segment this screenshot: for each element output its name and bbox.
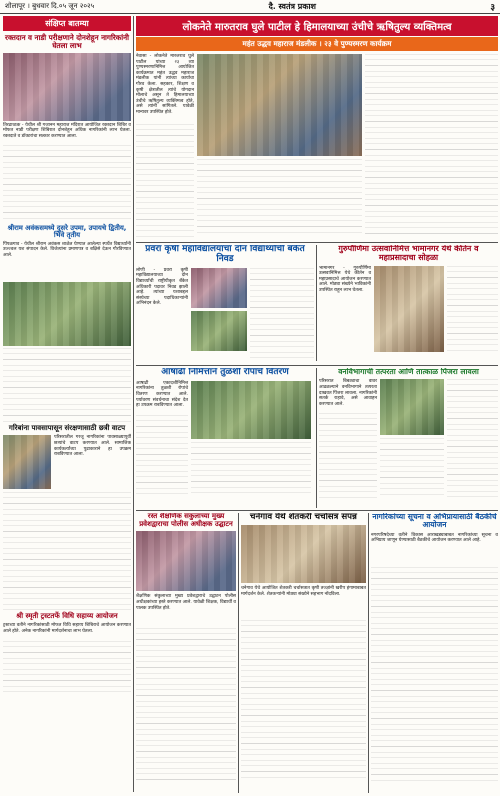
story-h-body — [371, 533, 498, 781]
story-f — [136, 513, 236, 793]
lead-body-col3 — [365, 54, 498, 238]
story-d-text: आषाढी एकादशीनिमित्त नागरिकांना तुळशी रोपांचे वितरण करण्यात आले. पर्यावरण संवर्धनाचा संदेश देत हा उपक्रम राबविण्यात आला. — [136, 380, 188, 409]
story1-text: तिरढाव्ठक - येथील श्री गजानन महाराज मंदिरात आयोजित रक्तदान शिबिर व मोफत नाडी परीक्षण शिबिरात दोनशेहून अधिक नागरिकांनी लाभ घेतला. रक्तदाते व डॉक्टरांचा सत्कार करण्यात आला. — [3, 122, 131, 140]
story2-headline: श्रीराम अवंकसमध्ये दुसरे उपमा, उपायचे द्वितीय, भिवे तृतीय — [7, 223, 127, 240]
story-b-more — [250, 268, 314, 360]
story-d-photo — [191, 381, 311, 439]
story2-body — [3, 242, 131, 280]
story-e-headline: वनविभागाची तत्परता आणि तात्काळ पिंजरा लावला — [338, 368, 479, 376]
story-e — [319, 368, 498, 508]
story3-headline: गरिबांना पावसापासून संरक्षणासाठी छत्री वाटप — [8, 423, 126, 432]
story-f-photo — [136, 531, 236, 591]
story-e-photo — [380, 379, 444, 435]
story2-text: पिंपळगाव - येथील श्रीराम अवंकस शाळेत घेण्यात आलेल्या स्पर्धेत विद्यार्थ्यांनी उज्ज्वल यश संपादन केले. विजेत्यांना प्रमाणपत्र व बक्षिसे देऊन गौरविण्यात आले. — [3, 241, 131, 258]
story2-photo — [3, 282, 131, 346]
story-b — [136, 245, 314, 363]
story1-photo — [3, 53, 131, 121]
story3-more — [3, 492, 131, 610]
story-b-body — [136, 268, 188, 360]
story-d-headline: आषाढी निमित्ताने तुळशी रोपांचे वितरण — [161, 368, 289, 377]
story-g-body — [241, 586, 366, 780]
date-line: शोलापूर । बुधवार दि.०५ जून २०२५ — [5, 2, 95, 10]
story-e-text: परिसरात बिबट्याचा वावर आढळल्याने वनविभागाने तत्परता दाखवत पिंजरा लावला. नागरिकांनी सतर्क राहावे, असे आवाहन करण्यात आले. — [319, 379, 377, 407]
story3-text: परिसरातील गरजू नागरिकांना पावसाळ्यापूर्वी छत्र्यांचे वाटप करण्यात आले. सामाजिक कार्यकर्त्यांच्या पुढाकाराने हा उपक्रम राबविण्यात आला. — [54, 435, 131, 458]
story-b-headline: प्रवरा कृषी महाविद्यालयाचा दोन विद्यार्थ्यांची बँकेत निवड — [145, 245, 305, 264]
story-c-body — [319, 266, 371, 352]
story4-text: ट्रस्टच्या वतीने नागरिकांसाठी मोफत विधि सहाय्य शिबिराचे आयोजन करण्यात आले होते. अनेक नागरिकांनी मार्गदर्शनाचा लाभ घेतला. — [3, 623, 131, 634]
story-c-more — [447, 266, 498, 352]
lead-subhead: महंत उद्धव महाराज मंडलीक । २३ वे पुण्यस्मरण कार्यक्रम — [136, 37, 498, 51]
story3-photo — [3, 435, 51, 489]
lead-story — [136, 16, 498, 240]
story-b-photo-2 — [191, 311, 247, 351]
story-c — [319, 245, 498, 363]
story-b-photo-1 — [191, 268, 247, 308]
story-c-text: भामानगर - गुरुपौर्णिमा उत्सवानिमित्त येथे कीर्तन व महाप्रसादाचे आयोजन करण्यात आले. मोठ्या संख्येने भाविकांनी उपस्थित राहून लाभ घेतला. — [319, 265, 371, 293]
story-g-headline: चनेगाव येथे शेतकरी चर्चासत्र संपन्न — [250, 513, 357, 522]
lead-body-col2 — [197, 159, 362, 237]
story-g-text: चनेगाव येथे आयोजित शेतकरी चर्चासत्रात कृषी तज्ज्ञांनी खरीप हंगामाबाबत मार्गदर्शन केले. शेतकऱ्यांनी मोठ्या संख्येने सहभाग नोंदविला. — [241, 586, 366, 598]
lead-headline: लोकनेते मारुतराव घुले पाटील हे हिमालयाच्या उंचीचे ऋषितुल्य व्यक्तिमत्व — [136, 16, 498, 36]
story4-body — [3, 623, 131, 693]
story-g-photo — [241, 525, 366, 583]
story-h-headline: नागरिकांच्या सूचना व अभिप्रायासाठी बैठकीचे आयोजन — [372, 513, 497, 530]
left-column — [3, 16, 131, 794]
story-e-more — [447, 379, 498, 499]
story-d-body — [136, 381, 188, 499]
story2-more — [3, 348, 131, 422]
story-d — [136, 368, 314, 508]
story-h-text: नगरपरिषदेच्या वतीने विकास आराखड्याबाबत नागरिकांच्या सूचना व अभिप्राय जाणून घेण्यासाठी बैठकीचे आयोजन करण्यात आले आहे. — [371, 532, 498, 544]
story-c-photo — [374, 266, 444, 352]
section-label: संक्षिप्त बातम्या — [3, 16, 131, 31]
story-d-more — [191, 442, 311, 498]
story-c-headline: गुरुपौर्णिमा उत्सवानिमित्त भामानगर येथे कीर्तन व महाप्रसादाचा सोहळा — [338, 245, 479, 262]
masthead — [0, 0, 500, 14]
paper-name: दै. स्वतंत्र प्रकाश — [268, 1, 316, 11]
page-number: ३ — [490, 3, 495, 13]
lead-photo — [197, 54, 362, 156]
story-f-text: शैक्षणिक संकुलाच्या मुख्य प्रवेशद्वाराचे उद्घाटन पोलीस अधीक्षकांच्या हस्ते करण्यात आले. यावेळी शिक्षक, विद्यार्थी व पालक उपस्थित होते. — [136, 594, 236, 611]
story-h — [371, 513, 498, 793]
story4-headline: श्री स्मृती ट्रस्टतर्फे विधि सहाय्य आयोजन — [16, 612, 118, 621]
lead-body: नेवासा - लोकनेते मारुतराव घुले पाटील यांच्या २३ व्या पुण्यस्मरणानिमित्त आयोजित कार्यक्रमात महंत उद्धव महाराज मंडलीक यांनी त्यांच्या कार्याचा गौरव केला. सहकार, शिक्षण व कृषी क्षेत्रातील त्यांचे योगदान मोलाचे असून ते हिमालयाच्या उंचीचे ऋषितुल्य व्यक्तिमत्व होते, असे त्यांनी सांगितले. यावेळी मान्यवर उपस्थित होते. — [136, 54, 194, 115]
story-f-body — [136, 594, 236, 782]
story-f-headline: रस्त शैक्षणिक संकुलाच्या मुख्य प्रवेशद्वाराचा पोलीस अधीक्षक उद्घाटन — [139, 513, 233, 528]
story-e-body — [319, 379, 377, 499]
story1-headline: रक्तदान व नाडी परीक्षणाने दोनशेहून नागरिकांनी घेतला लाभ — [5, 33, 129, 50]
story-b-text: लोणी - प्रवरा कृषी महाविद्यालयाच्या दोन विद्यार्थ्यांची राष्ट्रीयीकृत बँकेत अधिकारी पदावर निवड झाली आहे. त्यांच्या यशाबद्दल संस्थेच्या पदाधिकाऱ्यांनी अभिनंदन केले. — [136, 267, 188, 307]
story-g — [241, 513, 366, 793]
lead-body-col1 — [136, 54, 194, 238]
story3-body — [54, 435, 131, 489]
story1-body — [3, 123, 131, 223]
